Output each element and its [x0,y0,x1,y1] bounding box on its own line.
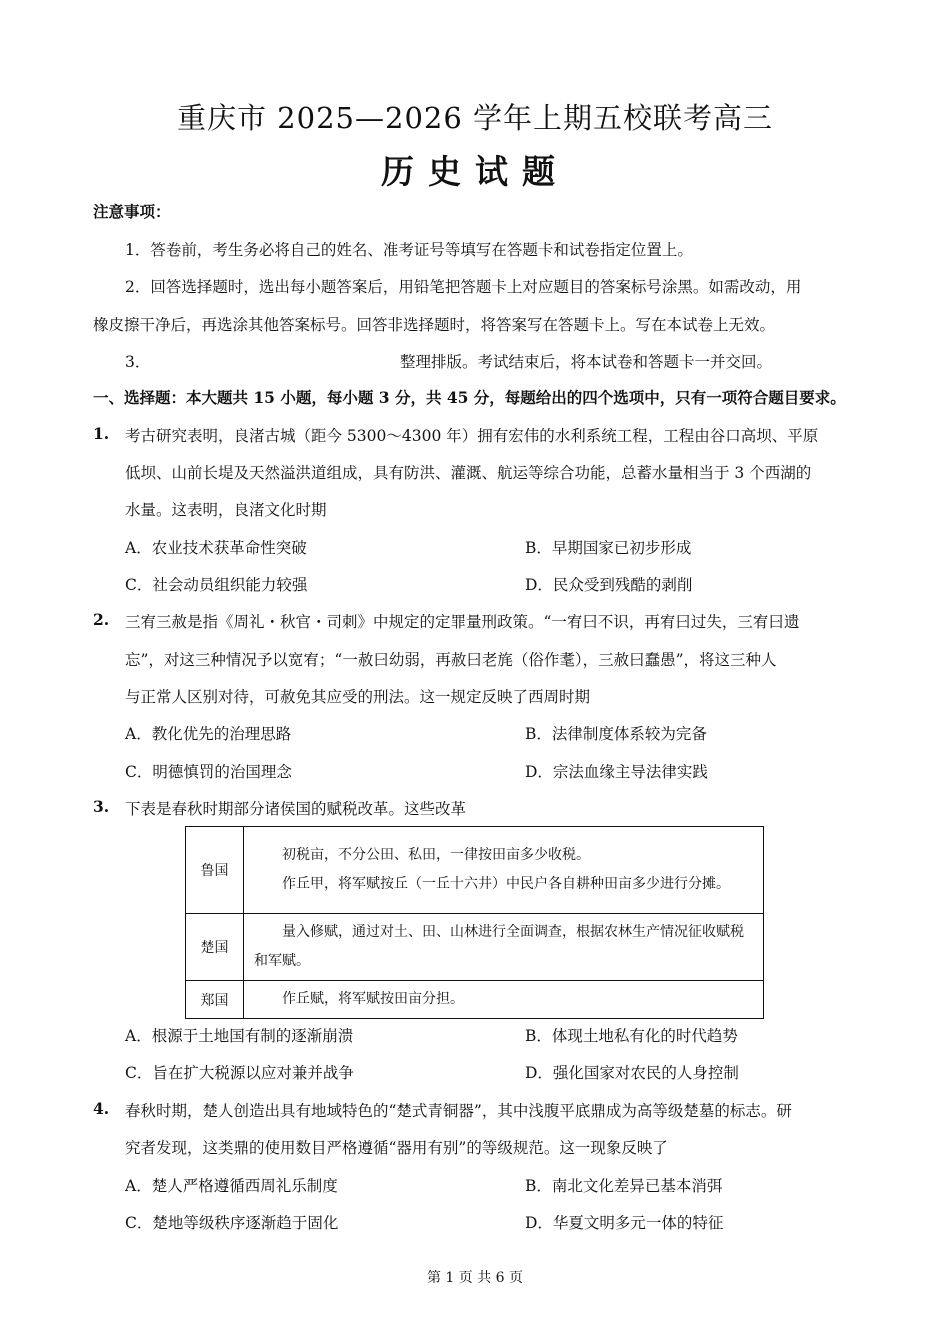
question-1-option-d[interactable]: D．民众受到残酷的剥削 [525,576,693,594]
question-4-option-d[interactable]: D．华夏文明多元一体的特征 [525,1214,724,1232]
notice-heading: 注意事项： [93,202,171,221]
question-3-option-c[interactable]: C．旨在扩大税源以应对兼并战争 [125,1064,354,1082]
notice-item-3-number: 3． [125,353,151,371]
table-cell-state: 鲁国 [186,827,244,914]
table-row [186,914,764,981]
question-4-option-b[interactable]: B．南北文化差异已基本消弭 [525,1177,723,1195]
question-3-number: 3. [93,797,110,816]
question-2-stem-line: 三宥三赦是指《周礼・秋官・司刺》中规定的定罪量刑政策。“一宥曰不识，再宥曰过失，三宥曰遗 [125,613,800,631]
tax-reform-table [185,826,764,1019]
question-3-option-d[interactable]: D．强化国家对农民的人身控制 [525,1064,739,1082]
question-2-stem-line: 忘”，对这三种情况予以宽宥；“一赦曰幼弱，再赦曰老旄（俗作耄），三赦曰蠢愚”，将这三种人 [125,651,777,669]
table-cell-content [244,827,764,914]
question-2-option-a[interactable]: A．教化优先的治理思路 [125,725,292,743]
question-1-option-c[interactable]: C．社会动员组织能力较强 [125,576,308,594]
notice-item-3-text: 整理排版。考试结束后，将本试卷和答题卡一并交回。 [400,353,773,371]
question-1-stem-line: 水量。这表明，良渚文化时期 [125,501,327,519]
question-4-number: 4. [93,1099,110,1118]
question-3-option-b[interactable]: B．体现土地私有化的时代趋势 [525,1027,738,1045]
question-4-stem-line: 究者发现，这类鼎的使用数目严格遵循“器用有别”的等级规范。这一现象反映了 [125,1139,668,1157]
notice-item-1: 1．答卷前，考生务必将自己的姓名、准考证号等填写在答题卡和试卷指定位置上。 [125,241,693,259]
exam-title: 重庆市 2025—2026 学年上期五校联考高三 [176,101,774,135]
question-1-option-b[interactable]: B．早期国家已初步形成 [525,539,692,557]
table-cell-paragraph: 量入修赋，通过对土、田、山林进行全面调查，根据农林生产情况征收赋税和军赋。 [254,924,744,969]
question-2-option-b[interactable]: B．法律制度体系较为完备 [525,725,707,743]
question-4-stem-line: 春秋时期，楚人创造出具有地域特色的“楚式青铜器”，其中浅腹平底鼎成为高等级楚墓的标志。研 [125,1102,792,1120]
notice-item-2-line-1: 2．回答选择题时，选出每小题答案后，用铅笔把答题卡上对应题目的答案标号涂黑。如需改动，用 [125,278,802,296]
question-1-stem-line: 考古研究表明，良渚古城（距今 5300～4300 年）拥有宏伟的水利系统工程，工程由谷口高坝、平原 [125,427,819,445]
section-heading: 一、选择题：本大题共 15 小题，每小题 3 分，共 45 分，每题给出的四个选项中，只有一项符合题目要求。 [93,388,846,407]
table-cell-content [244,914,764,981]
table-cell-paragraph: 作丘甲，将军赋按丘（一丘十六井）中民户各自耕种田亩多少进行分摊。 [282,876,730,892]
notice-item-2-line-2: 橡皮擦干净后，再选涂其他答案标号。回答非选择题时，将答案写在答题卡上。写在本试卷上无效。 [93,316,776,334]
question-1-option-a[interactable]: A．农业技术获革命性突破 [125,539,307,557]
question-2-option-d[interactable]: D．宗法血缘主导法律实践 [525,763,708,781]
question-2-stem-line: 与正常人区别对待，可赦免其应受的刑法。这一规定反映了西周时期 [125,688,591,706]
question-2-number: 2. [93,610,110,629]
question-2-option-c[interactable]: C．明德慎罚的治国理念 [125,763,292,781]
table-cell-paragraph: 作丘赋，将军赋按田亩分担。 [282,991,464,1007]
table-cell-state: 郑国 [186,981,244,1019]
question-3-stem-line: 下表是春秋时期部分诸侯国的赋税改革。这些改革 [125,800,467,818]
table-cell-state: 楚国 [186,914,244,981]
question-4-option-a[interactable]: A．楚人严格遵循西周礼乐制度 [125,1177,338,1195]
question-1-number: 1. [93,424,110,443]
table-cell-paragraph: 初税亩，不分公田、私田，一律按田亩多少收税。 [282,847,590,863]
table-row [186,827,764,914]
table-cell-content [244,981,764,1019]
table-row [186,981,764,1019]
question-3-option-a[interactable]: A．根源于土地国有制的逐渐崩溃 [125,1027,354,1045]
question-4-option-c[interactable]: C．楚地等级秩序逐渐趋于固化 [125,1214,339,1232]
page-footer: 第 1 页 共 6 页 [426,1270,524,1286]
question-1-stem-line: 低坝、山前长堤及天然溢洪道组成，具有防洪、灌溉、航运等综合功能，总蓄水量相当于 3 个西湖的 [125,464,812,482]
exam-subject-title: 历史试题 [381,152,569,191]
